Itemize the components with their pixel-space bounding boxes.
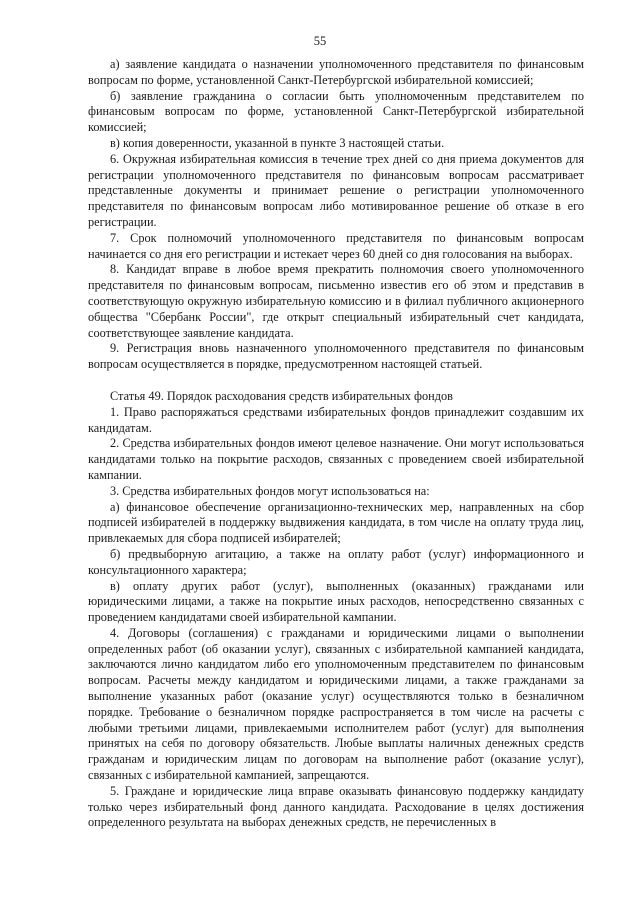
- paragraph: 6. Окружная избирательная комиссия в течение трех дней со дня приема документов для регистрации уполномоченного представителя по финансовым вопросам рассматривает представленные документы и принимает решение о регистрации уполномоченного представителя по финансовым вопросам либо мотивированное решение об отказе в его регистрации.: [88, 151, 584, 229]
- paragraph: в) оплату других работ (услуг), выполненных (оказанных) гражданами или юридическими лицами, а также на покрытие иных расходов, непосредственно связанных с проведением кандидатами своей избирательной кампании.: [88, 578, 584, 625]
- paragraph: б) заявление гражданина о согласии быть уполномоченным представителем по финансовым вопросам по форме, установленной Санкт-Петербургской избирательной комиссией;: [88, 88, 584, 135]
- paragraph: 7. Срок полномочий уполномоченного представителя по финансовым вопросам начинается со дня его регистрации и истекает через 60 дней со дня голосования на выборах.: [88, 230, 584, 261]
- paragraph: 9. Регистрация вновь назначенного уполномоченного представителя по финансовым вопросам осуществляется в порядке, предусмотренном настоящей статьей.: [88, 341, 584, 372]
- paragraph: 2. Средства избирательных фондов имеют целевое назначение. Они могут использоваться кандидатами только на покрытие расходов, связанных с проведением своей избирательной кампании.: [88, 436, 584, 482]
- article-heading: Статья 49. Порядок расходования средств избирательных фондов: [110, 388, 453, 403]
- paragraph: 4. Договоры (соглашения) с гражданами и юридическими лицами о выполнении определенных работ (об оказании услуг), связанных с избирательной кампанией кандидата, заключаются лично кандидатом либо его уполномоченным представителем по финансовым вопросам. Расчеты между кандидатом и юридическими лицами, а также гражданами за выполнение указанных работ (оказание услуг) осуществляются только в безналичном порядке. Требование о безналичном порядке распространяется в том числе на расчеты с любыми третьими лицами, привлекаемыми исполнителем работ (услуг) для выполнения принятых на себя по договору обязательств. Любые выплаты наличных денежных средств гражданам и юридическим лицам по договорам на выполнение работ (оказание услуг), связанных с избирательной кампанией, запрещаются.: [88, 625, 584, 783]
- paragraph: 8. Кандидат вправе в любое время прекратить полномочия своего уполномоченного представителя по финансовым вопросам, письменно известив его об этом и представив в соответствующую окружную избирательную комиссию и в филиал публичного акционерного общества "Сбербанк России", где открыт специальный избирательный счет кандидата, соответствующее заявление кандидата.: [88, 262, 584, 340]
- paragraph: 5. Граждане и юридические лица вправе оказывать финансовую поддержку кандидату только через избирательный фонд данного кандидата. Расходование в целях достижения определенного результата на выборах денежных средств, не перечисленных в: [88, 783, 584, 830]
- paragraph: а) финансовое обеспечение организационно-технических мер, направленных на сбор подписей избирателей в поддержку выдвижения кандидата, в том числе на оплату труда лиц, привлекаемых для сбора подписей избирателей;: [88, 499, 584, 546]
- paragraph: в) копия доверенности, указанной в пункте 3 настоящей статьи.: [110, 135, 445, 150]
- paragraph: б) предвыборную агитацию, а также на оплату работ (услуг) информационного и консультационного характера;: [88, 546, 584, 577]
- page-number: 55: [313, 34, 327, 48]
- paragraph: 1. Право распоряжаться средствами избирательных фондов принадлежит создавшим их кандидатам.: [88, 404, 584, 435]
- paragraph: 3. Средства избирательных фондов могут использоваться на:: [110, 483, 430, 498]
- paragraph: а) заявление кандидата о назначении уполномоченного представителя по финансовым вопросам по форме, установленной Санкт-Петербургской избирательной комиссией;: [88, 57, 584, 87]
- document-body: [88, 57, 584, 897]
